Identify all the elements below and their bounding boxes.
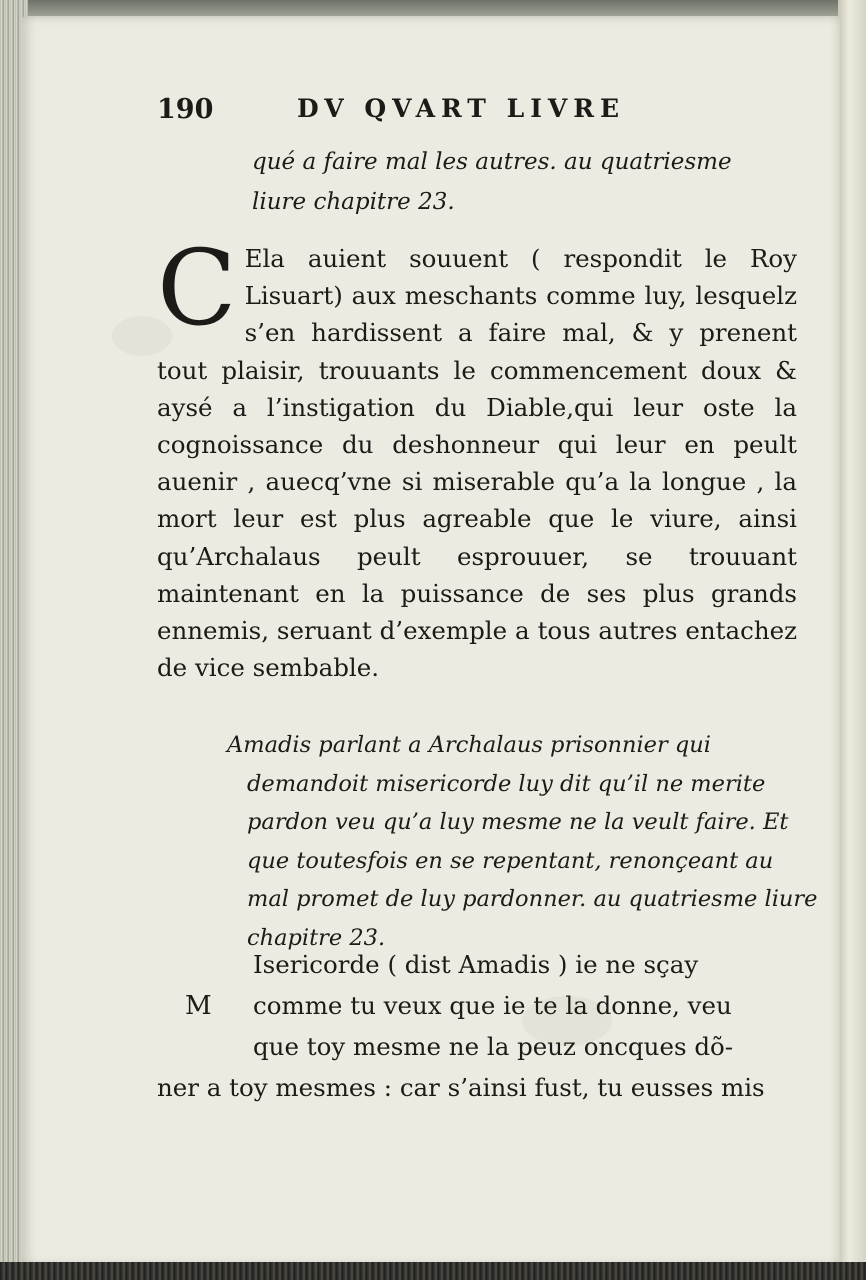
text-line: comme tu veux que ie te la donne, veu (253, 991, 732, 1020)
book-bottom-edge (0, 1262, 866, 1280)
marginal-summary-top: qué a faire mal les autres. au quatriesme liure chapitre 23. (252, 149, 732, 215)
text-line: Isericorde ( dist Amadis ) ie ne sçay (253, 950, 699, 979)
chapter-summary-note: Amadis parlant a Archalaus prisonnier qui demandoit misericorde luy dit qu’il ne merite pardon veu qu’a luy mesme ne la veult faire. Et que toutesfois en se repentant, renonçeant au mal promet de luy pardonner. au quatriesme liure chapitre 23. (227, 732, 818, 951)
main-paragraph-text: Ela auient souuent ( respondit le Roy Lisuart) aux meschants comme luy, lesquelz s’en hardissent a faire mal, & y prenent tout plaisir, trouuants le commencement doux & aysé a l’instigation du Diable,qui leur oste la cognoissance du deshonneur qui leur en peult auenir , auecq’vne si miserable qu’a la longue , la mort leur est plus agreable que le viure, ainsi qu’Archalaus peult esprouuer, se trouuant maintenant en la puissance de ses plus grands ennemis, seruant d’exemple a tous autres entachez de vice sembable. (157, 244, 797, 683)
running-head: DV QVART LIVRE (297, 94, 626, 123)
text-line: que toy mesme ne la peuz oncques dõ- (253, 1032, 734, 1061)
drop-cap-m: M (185, 991, 212, 1021)
drop-cap: C (157, 227, 237, 349)
page-header (157, 94, 797, 130)
second-paragraph (157, 944, 797, 1108)
facing-page-edge (838, 0, 866, 1280)
book-page (22, 16, 840, 1266)
main-paragraph (157, 227, 797, 686)
text-line: ner a toy mesmes : car s’ainsi fust, tu eusses mis (157, 1073, 765, 1102)
page-number: 190 (157, 94, 214, 125)
